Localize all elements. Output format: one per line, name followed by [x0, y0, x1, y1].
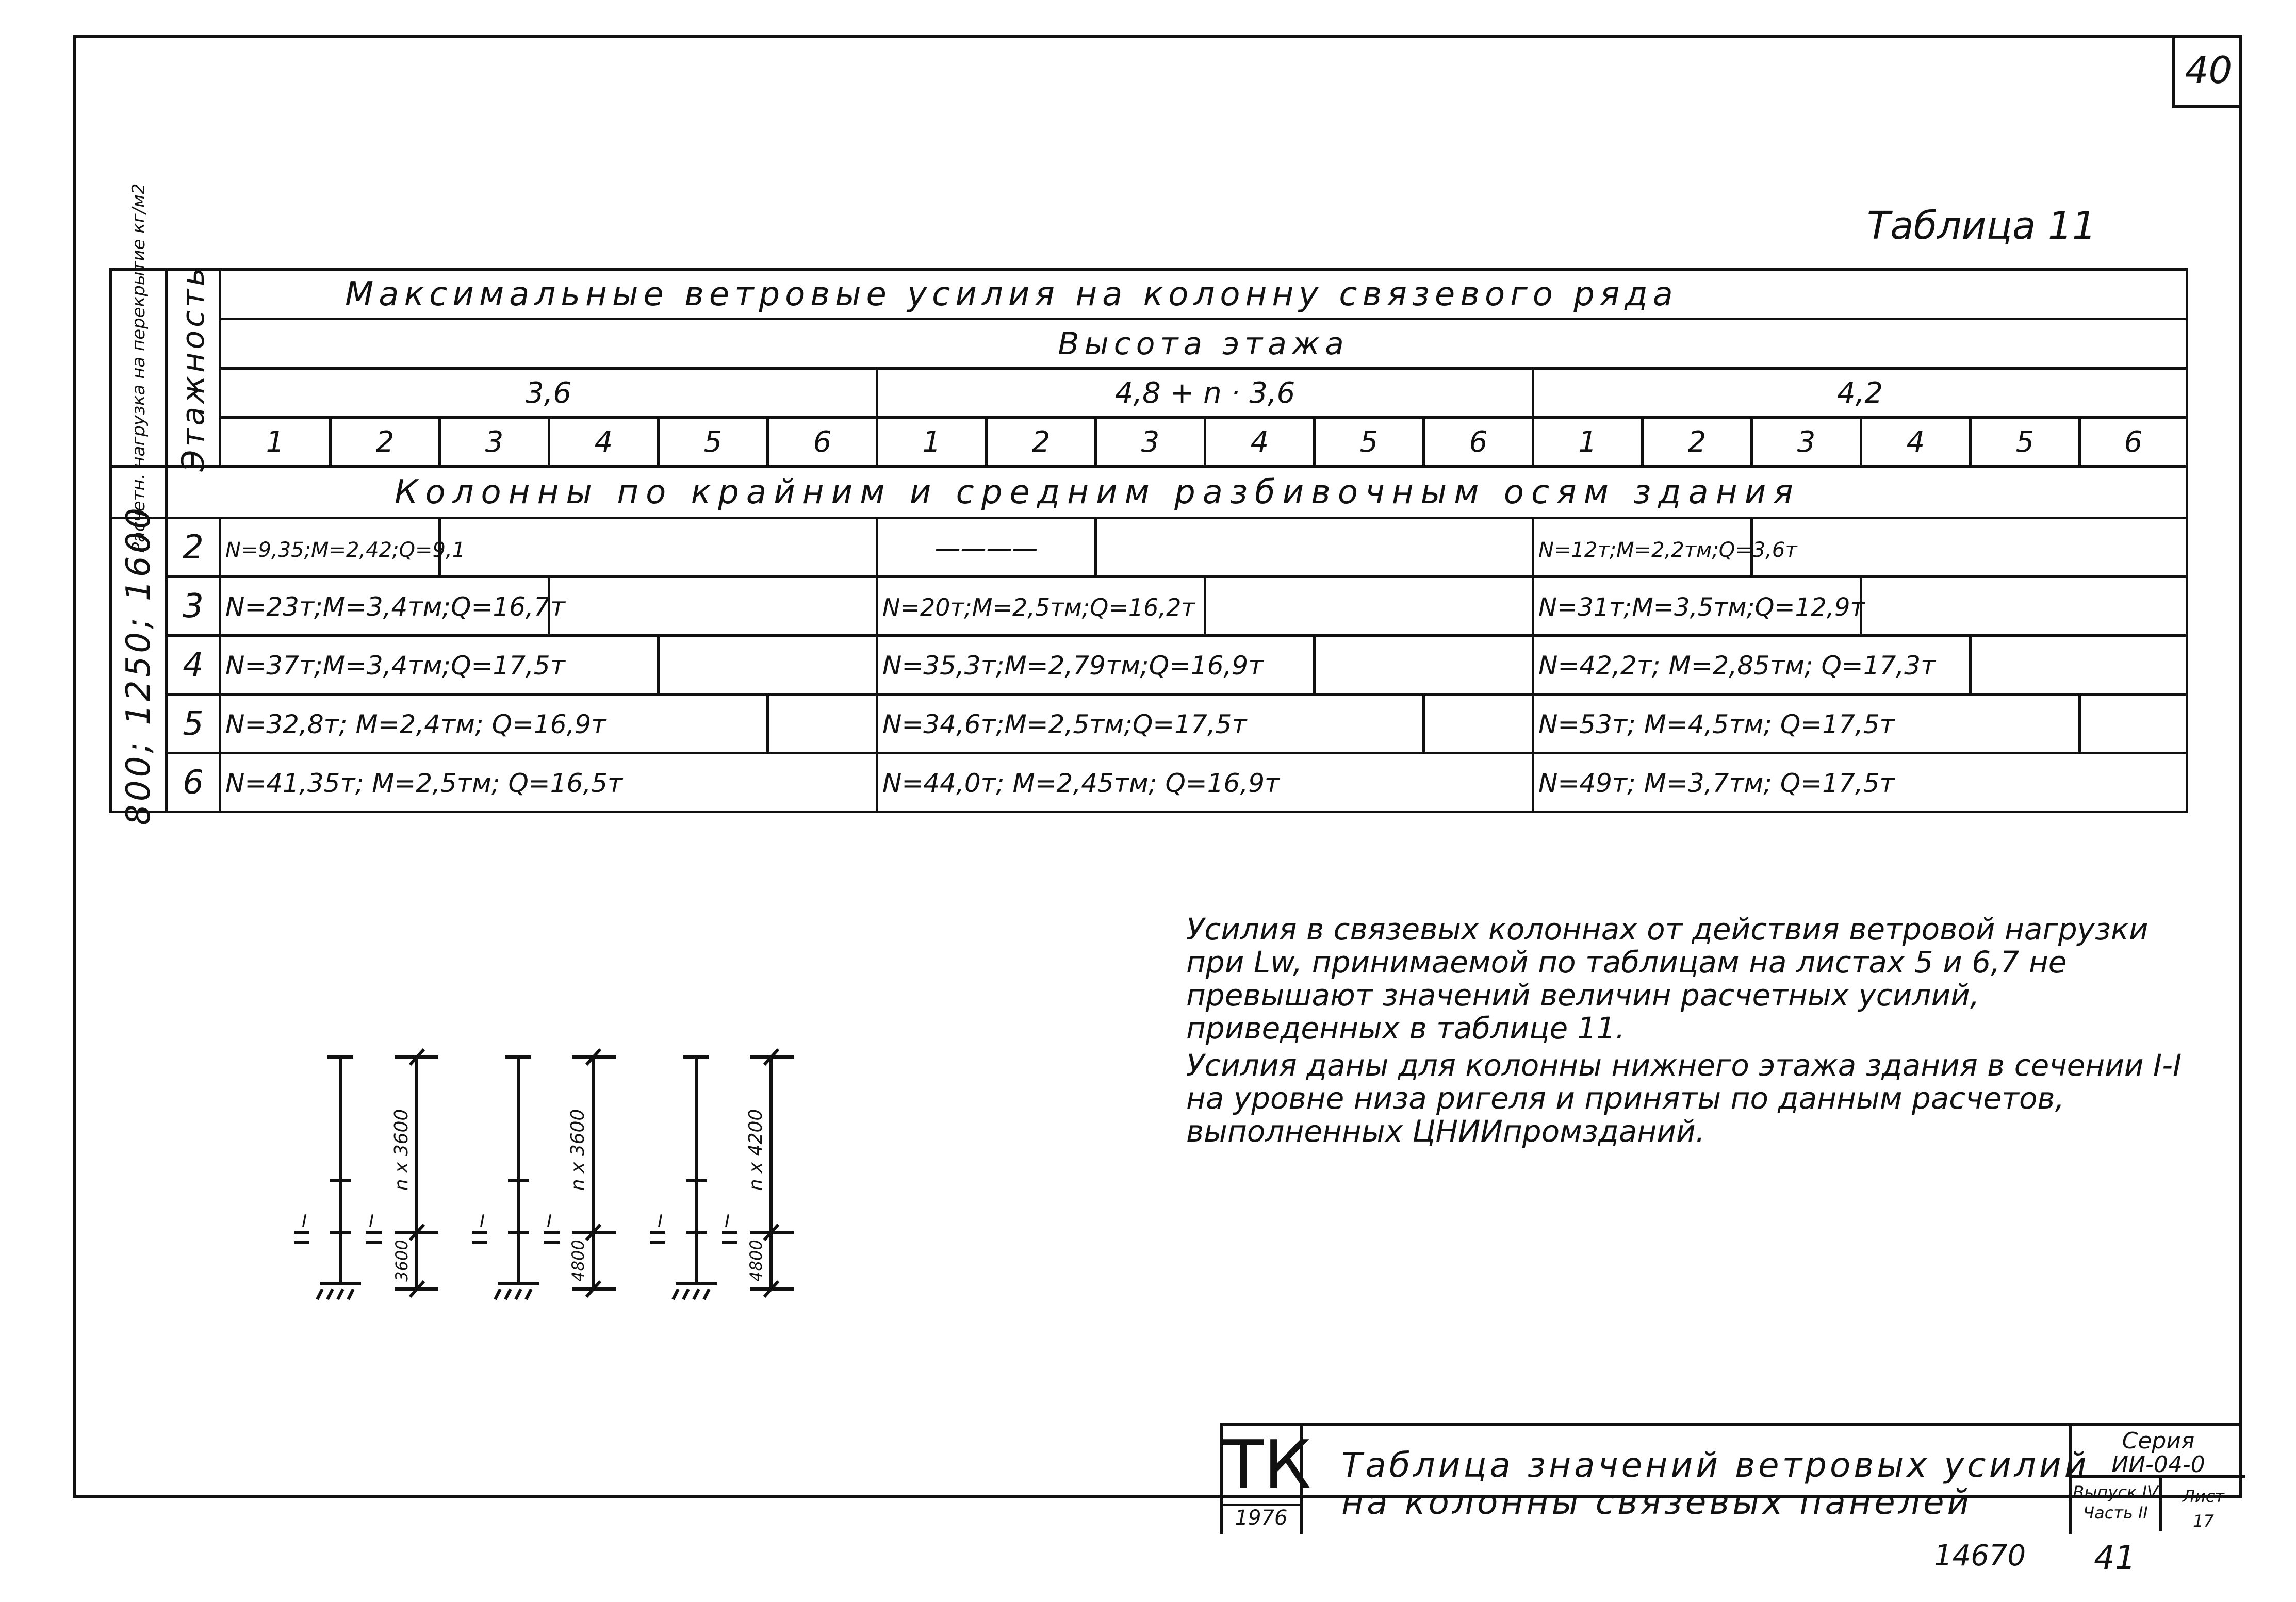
- section-title: Колонны по крайним и средним разбивочным осям здания: [167, 467, 2187, 518]
- col-number: 4: [549, 418, 659, 467]
- cell: N=9,35;M=2,42;Q=9,1: [220, 518, 440, 577]
- col-number: 6: [2080, 418, 2187, 467]
- column-scheme-2: [472, 1049, 616, 1299]
- dim-lower: 4800: [568, 1240, 588, 1282]
- cell: [1971, 636, 2187, 695]
- cell: [549, 577, 877, 636]
- cell: N=12т;M=2,2тм;Q=3,6т: [1533, 518, 1752, 577]
- floor-height-header: Высота этажа: [220, 319, 2187, 369]
- cell: N=53т; M=4,5тм; Q=17,5т: [1533, 695, 2080, 753]
- cell: [768, 695, 877, 753]
- cell: [1861, 577, 2187, 636]
- cell: N=49т; M=3,7тм; Q=17,5т: [1533, 753, 2187, 812]
- column-schemes: [278, 1047, 846, 1315]
- floors-3: 3: [167, 577, 220, 636]
- col-number: 2: [1643, 418, 1752, 467]
- dim-lower: 4800: [746, 1240, 766, 1282]
- dim-upper: n x 4200: [745, 1109, 766, 1191]
- cell: [659, 636, 877, 695]
- floors-header: Этажность: [167, 270, 220, 467]
- cell: [1096, 518, 1533, 577]
- cell: N=23т;M=3,4тм;Q=16,7т: [220, 577, 549, 636]
- col-number: 4: [1205, 418, 1315, 467]
- sheet-cell: [2162, 1478, 2245, 1531]
- col-number: 1: [877, 418, 987, 467]
- load-values: 800; 1250; 1600: [111, 518, 167, 812]
- floors-6: 6: [167, 753, 220, 812]
- footer-code: 14670: [1934, 1539, 2026, 1573]
- footer-page: 41: [2094, 1539, 2136, 1577]
- column-scheme-3: [650, 1049, 794, 1299]
- dim-upper: n x 3600: [567, 1109, 588, 1191]
- cell: [1424, 695, 1533, 753]
- page-number: 40: [2172, 35, 2242, 108]
- sheet-label: Лист: [2182, 1487, 2225, 1506]
- note-paragraph-1: Усилия в связевых колоннах от действия ветровой нагрузки при Lw, принимаемой по таблицам на листах 5 и 6,7 не превышают значений величин расчетных усилий, приведенных в таблице 11.: [1186, 912, 2149, 1046]
- note-text: [1186, 913, 2197, 1148]
- cell: N=41,35т; M=2,5тм; Q=16,5т: [220, 753, 877, 812]
- section-mark: I: [547, 1211, 552, 1232]
- col-number: 5: [1315, 418, 1424, 467]
- col-number: 5: [659, 418, 768, 467]
- cell: N=20т;M=2,5тм;Q=16,2т: [877, 577, 1205, 636]
- col-number: 3: [440, 418, 549, 467]
- cell: N=42,2т; M=2,85тм; Q=17,3т: [1533, 636, 1971, 695]
- series-value: ИИ-04-0: [2111, 1451, 2205, 1478]
- cell: [1752, 518, 2187, 577]
- cell: [1205, 577, 1533, 636]
- drawing-title: [1341, 1447, 2090, 1521]
- cell: ————: [877, 518, 1096, 577]
- series-block: [2069, 1426, 2245, 1534]
- note-paragraph-2: Усилия даны для колонны нижнего этажа здания в сечении I-I на уровне низа ригеля и приняты по данным расчетов, выполненных ЦНИИпромзданий.: [1186, 1048, 2182, 1149]
- cell: N=37т;M=3,4тм;Q=17,5т: [220, 636, 659, 695]
- col-number: 2: [331, 418, 440, 467]
- logo-text: ТК: [1223, 1426, 1311, 1504]
- cell: N=31т;M=3,5тм;Q=12,9т: [1533, 577, 1861, 636]
- col-number: 3: [1096, 418, 1205, 467]
- table-title: Максимальные ветровые усилия на колонну связевого ряда: [220, 270, 2187, 319]
- height-group-2: 4,8 + n · 3,6: [877, 369, 1533, 418]
- dim-lower: 3600: [392, 1240, 412, 1282]
- col-number: 3: [1752, 418, 1861, 467]
- cell: [2080, 695, 2187, 753]
- load-header: Расчетн. нагрузка на перекрытие кг/м2: [111, 270, 167, 467]
- cell: N=34,6т;M=2,5тм;Q=17,5т: [877, 695, 1424, 753]
- logo-year: 1976: [1223, 1504, 1300, 1530]
- section-mark: I: [302, 1211, 307, 1232]
- floors-4: 4: [167, 636, 220, 695]
- cell: [440, 518, 877, 577]
- dim-upper: n x 3600: [391, 1109, 412, 1191]
- table-caption: Таблица 11: [1867, 204, 2096, 248]
- cell: N=35,3т;M=2,79тм;Q=16,9т: [877, 636, 1315, 695]
- section-mark: I: [369, 1211, 374, 1232]
- section-mark: I: [725, 1211, 730, 1232]
- col-number: 6: [768, 418, 877, 467]
- col-number: 2: [987, 418, 1096, 467]
- title-line-2: на колонны связевых панелей: [1341, 1482, 1973, 1522]
- series-label: Серия: [2122, 1428, 2195, 1454]
- tk-logo: [1223, 1426, 1311, 1534]
- col-number: 1: [220, 418, 331, 467]
- title-block: [1220, 1423, 2242, 1534]
- section-mark: I: [658, 1211, 663, 1232]
- sheet-value: 17: [2193, 1511, 2214, 1531]
- cell: [1315, 636, 1533, 695]
- section-mark: I: [480, 1211, 485, 1232]
- col-number: 4: [1861, 418, 1971, 467]
- col-number: 6: [1424, 418, 1533, 467]
- floors-5: 5: [167, 695, 220, 753]
- col-number: 1: [1533, 418, 1643, 467]
- height-group-3: 4,2: [1533, 369, 2187, 418]
- issue-label: Выпуск IV Часть II: [2072, 1478, 2162, 1531]
- column-scheme-1: [294, 1049, 438, 1299]
- col-number: 5: [1971, 418, 2080, 467]
- height-group-1: 3,6: [220, 369, 877, 418]
- floors-2: 2: [167, 518, 220, 577]
- cell: N=44,0т; M=2,45тм; Q=16,9т: [877, 753, 1533, 812]
- title-line-1: Таблица значений ветровых усилий: [1341, 1445, 2090, 1485]
- cell: N=32,8т; M=2,4тм; Q=16,9т: [220, 695, 768, 753]
